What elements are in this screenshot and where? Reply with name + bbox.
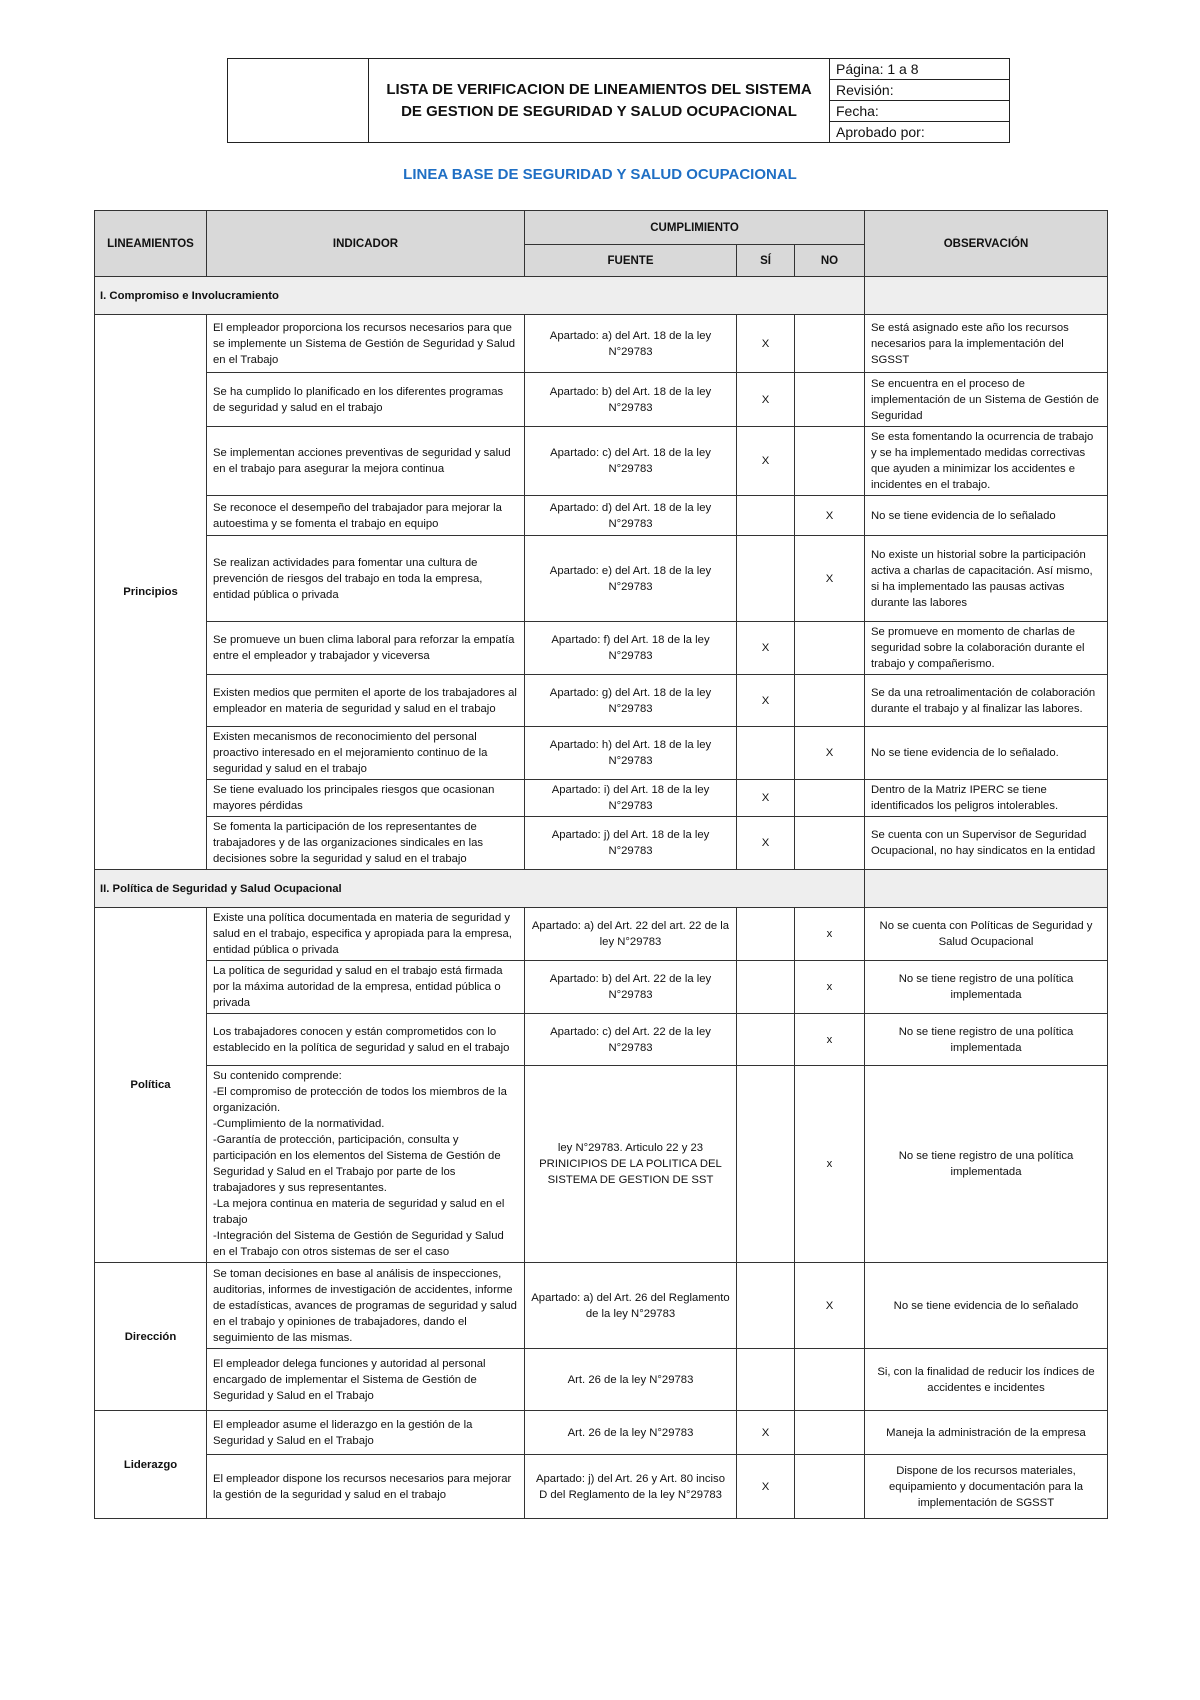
observacion-cell: No se cuenta con Políticas de Seguridad y Salud Ocupacional <box>865 908 1108 961</box>
table-row <box>95 496 1108 536</box>
table-row <box>95 1455 1108 1519</box>
fuente-cell: Apartado: b) del Art. 22 de la ley N°29783 <box>525 961 737 1014</box>
col-indicador: INDICADOR <box>207 211 525 277</box>
fuente-cell: Apartado: a) del Art. 18 de la ley N°29783 <box>525 315 737 373</box>
no-cell: X <box>795 1263 865 1349</box>
no-cell <box>795 675 865 727</box>
indicador-cell <box>207 373 525 427</box>
section-row <box>95 277 1108 315</box>
indicador-line: Se reconoce el desempeño del trabajador para mejorar la autoestima y se fomenta el trabajo en equipo <box>213 501 502 530</box>
col-observacion: OBSERVACIÓN <box>865 211 1108 277</box>
observacion-cell: Se promueve en momento de charlas de seguridad sobre la colaboración durante el trabajo y compañerismo. <box>865 622 1108 675</box>
indicador-line: -La mejora continua en materia de seguridad y salud en el trabajo <box>213 1198 505 1226</box>
table-row <box>95 1349 1108 1411</box>
no-cell: X <box>795 536 865 622</box>
table-row <box>95 727 1108 780</box>
fuente-cell: Apartado: f) del Art. 18 de la ley N°29783 <box>525 622 737 675</box>
document-title <box>369 59 830 143</box>
observacion-cell: Si, con la finalidad de reducir los índices de accidentes e incidentes <box>865 1349 1108 1411</box>
table-row <box>95 817 1108 870</box>
indicador-cell <box>207 427 525 496</box>
table-row <box>95 427 1108 496</box>
indicador-line: Se realizan actividades para fomentar una cultura de prevención de riesgos del trabajo en toda la empresa, entidad pública o privada <box>213 556 483 601</box>
observacion-cell: Se está asignado este año los recursos necesarios para la implementación del SGSST <box>865 315 1108 373</box>
si-cell <box>737 727 795 780</box>
table-row <box>95 1263 1108 1349</box>
observacion-cell: Se encuentra en el proceso de implementación de un Sistema de Gestión de Seguridad <box>865 373 1108 427</box>
no-cell <box>795 315 865 373</box>
lineamiento-cell: Principios <box>95 315 207 870</box>
indicador-line: Se tiene evaluado los principales riesgos que ocasionan mayores pérdidas <box>213 784 495 812</box>
indicador-line: La política de seguridad y salud en el trabajo está firmada por la máxima autoridad de la empresa, entidad pública o privada <box>213 965 503 1009</box>
si-cell <box>737 536 795 622</box>
fuente-cell: Apartado: d) del Art. 18 de la ley N°29783 <box>525 496 737 536</box>
si-cell: X <box>737 1411 795 1455</box>
checklist-table <box>94 210 1108 1519</box>
no-cell: x <box>795 1014 865 1066</box>
indicador-cell <box>207 1263 525 1349</box>
indicador-cell <box>207 1455 525 1519</box>
no-cell <box>795 780 865 817</box>
fuente-cell: Apartado: c) del Art. 18 de la ley N°29783 <box>525 427 737 496</box>
indicador-line: Se promueve un buen clima laboral para reforzar la empatía entre el empleador y trabajador y viceversa <box>213 634 515 662</box>
indicador-cell <box>207 908 525 961</box>
fuente-cell: Apartado: e) del Art. 18 de la ley N°29783 <box>525 536 737 622</box>
fuente-cell: Art. 26 de la ley N°29783 <box>525 1411 737 1455</box>
observacion-cell: No se tiene evidencia de lo señalado <box>865 496 1108 536</box>
lineamiento-cell: Política <box>95 908 207 1263</box>
indicador-line: -El compromiso de protección de todos los miembros de la organización. <box>213 1086 507 1114</box>
logo-placeholder <box>228 59 369 143</box>
table-row <box>95 961 1108 1014</box>
no-cell: x <box>795 908 865 961</box>
table-row <box>95 1411 1108 1455</box>
observacion-cell: No se tiene evidencia de lo señalado. <box>865 727 1108 780</box>
indicador-line: El empleador asume el liderazgo en la gestión de la Seguridad y Salud en el Trabajo <box>213 1418 473 1447</box>
si-cell <box>737 961 795 1014</box>
si-cell <box>737 1263 795 1349</box>
indicador-cell <box>207 315 525 373</box>
si-cell <box>737 496 795 536</box>
indicador-line: Existen medios que permiten el aporte de los trabajadores al empleador en materia de seguridad y salud en el trabajo <box>213 686 517 715</box>
date-field: Fecha: <box>830 101 1010 122</box>
indicador-cell <box>207 496 525 536</box>
observacion-cell: Se da una retroalimentación de colaboración durante el trabajo y al finalizar las labores. <box>865 675 1108 727</box>
no-cell <box>795 622 865 675</box>
observacion-cell: No se tiene registro de una política implementada <box>865 961 1108 1014</box>
no-cell: x <box>795 961 865 1014</box>
no-cell <box>795 373 865 427</box>
indicador-cell <box>207 1014 525 1066</box>
section-title: I. Compromiso e Involucramiento <box>95 277 865 315</box>
fuente-cell: Apartado: g) del Art. 18 de la ley N°29783 <box>525 675 737 727</box>
lineamiento-cell: Liderazgo <box>95 1411 207 1519</box>
approved-by-field: Aprobado por: <box>830 122 1010 143</box>
indicador-line: El empleador dispone los recursos necesarios para mejorar la gestión de la seguridad y salud en el trabajo <box>213 1472 512 1501</box>
fuente-cell: Apartado: i) del Art. 18 de la ley N°29783 <box>525 780 737 817</box>
col-fuente: FUENTE <box>525 245 737 277</box>
section-observation-blank <box>865 277 1108 315</box>
observacion-cell: No se tiene registro de una política implementada <box>865 1014 1108 1066</box>
no-cell: X <box>795 727 865 780</box>
fuente-cell: Apartado: c) del Art. 22 de la ley N°29783 <box>525 1014 737 1066</box>
checklist-body <box>95 277 1108 1519</box>
section-title: II. Política de Seguridad y Salud Ocupacional <box>95 870 865 908</box>
table-row <box>95 373 1108 427</box>
fuente-cell: Art. 26 de la ley N°29783 <box>525 1349 737 1411</box>
indicador-cell <box>207 536 525 622</box>
document-header <box>227 58 1010 143</box>
fuente-cell: Apartado: b) del Art. 18 de la ley N°29783 <box>525 373 737 427</box>
si-cell: X <box>737 817 795 870</box>
fuente-cell: Apartado: j) del Art. 26 y Art. 80 inciso D del Reglamento de la ley N°29783 <box>525 1455 737 1519</box>
fuente-cell: ley N°29783. Articulo 22 y 23 PRINICIPIOS DE LA POLITICA DEL SISTEMA DE GESTION DE SST <box>525 1066 737 1263</box>
table-row <box>95 1066 1108 1263</box>
table-row <box>95 675 1108 727</box>
observacion-cell: Maneja la administración de la empresa <box>865 1411 1108 1455</box>
section-observation-blank <box>865 870 1108 908</box>
indicador-line: El empleador delega funciones y autoridad al personal encargado de implementar el Sistema de Gestión de Seguridad y Salud en el Trabajo <box>213 1357 486 1402</box>
indicador-cell <box>207 817 525 870</box>
si-cell: X <box>737 622 795 675</box>
col-cumplimiento: CUMPLIMIENTO <box>525 211 865 245</box>
col-si: SÍ <box>737 245 795 277</box>
observacion-cell: No existe un historial sobre la participación activa a charlas de capacitación. Así mismo, si ha implementado las pausas activas durante las labores <box>865 536 1108 622</box>
table-row <box>95 315 1108 373</box>
table-row <box>95 780 1108 817</box>
si-cell <box>737 1066 795 1263</box>
indicador-line: Se toman decisiones en base al análisis de inspecciones, auditorias, informes de investigación de accidentes, informe de estadísticas, avances de programas de seguridad y salud en el trabajo y opiniones de trabajadores, dando el seguimiento de las mismas. <box>213 1267 517 1344</box>
indicador-cell <box>207 727 525 780</box>
indicador-line: Se ha cumplido lo planificado en los diferentes programas de seguridad y salud en el trabajo <box>213 385 504 414</box>
si-cell <box>737 1014 795 1066</box>
section-subtitle: LINEA BASE DE SEGURIDAD Y SALUD OCUPACIONAL <box>403 166 797 183</box>
indicador-line: Se implementan acciones preventivas de seguridad y salud en el trabajo para asegurar la mejora continua <box>213 447 511 475</box>
si-cell: X <box>737 1455 795 1519</box>
col-no: NO <box>795 245 865 277</box>
fuente-cell: Apartado: a) del Art. 22 del art. 22 de la ley N°29783 <box>525 908 737 961</box>
indicador-line: Su contenido comprende: <box>213 1070 342 1082</box>
observacion-cell: Dentro de la Matriz IPERC se tiene identificados los peligros intolerables. <box>865 780 1108 817</box>
indicador-line: El empleador proporciona los recursos necesarios para que se implemente un Sistema de Gestión de Seguridad y Salud en el Trabajo <box>213 321 516 366</box>
fuente-cell: Apartado: a) del Art. 26 del Reglamento de la ley N°29783 <box>525 1263 737 1349</box>
table-row <box>95 536 1108 622</box>
fuente-cell: Apartado: h) del Art. 18 de la ley N°29783 <box>525 727 737 780</box>
observacion-cell: Se esta fomentando la ocurrencia de trabajo y se ha implementado medidas correctivas que ayuden a minimizar los accidentes e incidentes en el trabajo. <box>865 427 1108 496</box>
indicador-line: -Garantía de protección, participación, consulta y participación en los elementos del Sistema de Gestión de Seguridad y Salud en el Trabajo por parte de los trabajadores y sus representantes. <box>213 1134 501 1194</box>
si-cell: X <box>737 373 795 427</box>
indicador-cell <box>207 780 525 817</box>
indicador-line: -Cumplimiento de la normatividad. <box>213 1118 385 1130</box>
table-row <box>95 622 1108 675</box>
observacion-cell: No se tiene registro de una política implementada <box>865 1066 1108 1263</box>
table-row <box>95 1014 1108 1066</box>
indicador-line: Los trabajadores conocen y están comprometidos con lo establecido en la política de seguridad y salud en el trabajo <box>213 1025 510 1054</box>
si-cell <box>737 908 795 961</box>
indicador-line: Se fomenta la participación de los representantes de trabajadores y de las organizaciones sindicales en las decisiones sobre la seguridad y salud en el trabajo <box>213 821 484 865</box>
indicador-cell <box>207 622 525 675</box>
si-cell <box>737 1349 795 1411</box>
no-cell: x <box>795 1066 865 1263</box>
document-title-line1: LISTA DE VERIFICACION DE LINEAMIENTOS DEL SISTEMA <box>386 80 812 98</box>
si-cell: X <box>737 315 795 373</box>
si-cell: X <box>737 780 795 817</box>
no-cell <box>795 817 865 870</box>
page-number: Página: 1 a 8 <box>830 59 1010 80</box>
indicador-line: Existen mecanismos de reconocimiento del personal proactivo interesado en el mejoramiento continuo de la seguridad y salud en el trabajo <box>213 731 488 775</box>
si-cell: X <box>737 675 795 727</box>
document-title-line2: DE GESTION DE SEGURIDAD Y SALUD OCUPACIONAL <box>401 102 797 120</box>
observacion-cell: Se cuenta con un Supervisor de Seguridad Ocupacional, no hay sindicatos en la entidad <box>865 817 1108 870</box>
no-cell: X <box>795 496 865 536</box>
col-lineamientos: LINEAMIENTOS <box>95 211 207 277</box>
indicador-cell <box>207 675 525 727</box>
no-cell <box>795 1349 865 1411</box>
no-cell <box>795 427 865 496</box>
table-row <box>95 908 1108 961</box>
no-cell <box>795 1455 865 1519</box>
lineamiento-cell: Dirección <box>95 1263 207 1411</box>
observacion-cell: No se tiene evidencia de lo señalado <box>865 1263 1108 1349</box>
fuente-cell: Apartado: j) del Art. 18 de la ley N°29783 <box>525 817 737 870</box>
si-cell: X <box>737 427 795 496</box>
revision-field: Revisión: <box>830 80 1010 101</box>
indicador-cell <box>207 1349 525 1411</box>
section-row <box>95 870 1108 908</box>
indicador-cell <box>207 1066 525 1263</box>
indicador-line: Existe una política documentada en materia de seguridad y salud en el trabajo, especifica y apropiada para la empresa, entidad pública o privada <box>213 912 512 956</box>
indicador-line: -Integración del Sistema de Gestión de Seguridad y Salud en el Trabajo con otros sistemas de ser el caso <box>213 1230 504 1258</box>
indicador-cell <box>207 1411 525 1455</box>
indicador-cell <box>207 961 525 1014</box>
observacion-cell: Dispone de los recursos materiales, equipamiento y documentación para la implementación de SGSST <box>865 1455 1108 1519</box>
no-cell <box>795 1411 865 1455</box>
